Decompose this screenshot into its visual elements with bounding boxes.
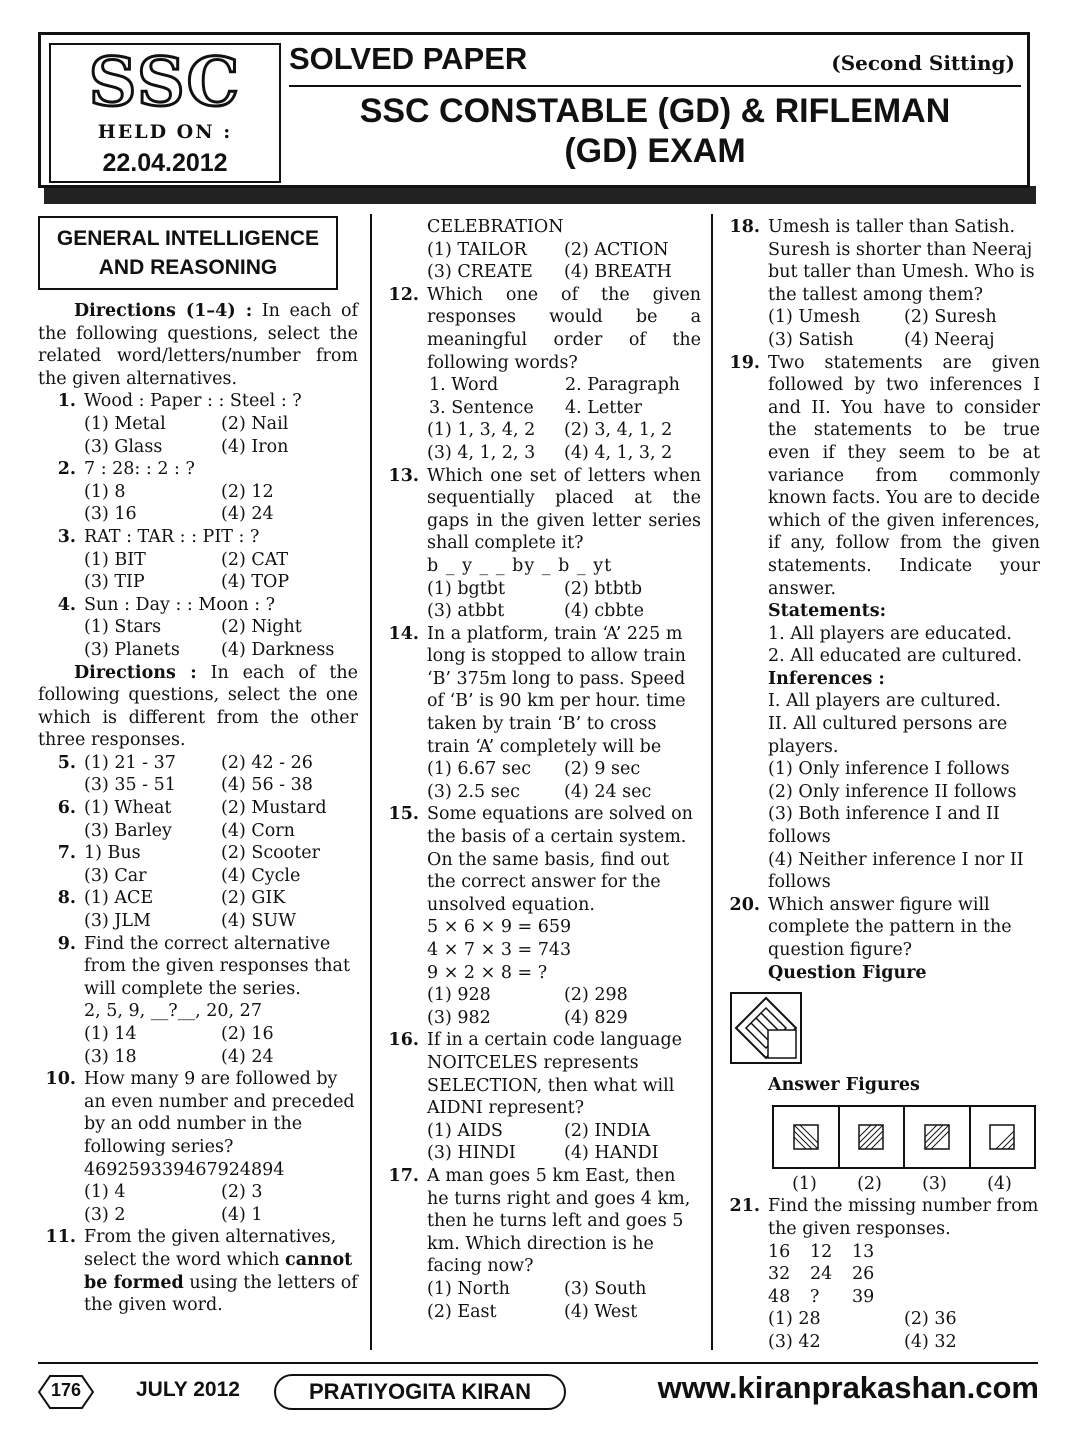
option: (3) Car: [84, 865, 147, 886]
question-number: 16.: [388, 1030, 419, 1051]
grid-cell: 13: [852, 1241, 875, 1262]
question-text: In a platform, train ‘A’ 225 m long is stopped to allow train ‘B’ 375m long to pass. Speed of ‘B’ is 90 km per hour. time taken by train ‘B’ to cross train ‘A’ completely will be: [427, 623, 686, 757]
given-word: CELEBRATION: [427, 217, 564, 237]
question-number: 5.: [57, 752, 76, 773]
letter-series: b _ y _ _ by _ b _ yt: [427, 555, 613, 576]
option: (4) 829: [564, 1007, 628, 1028]
option: (3) atbbt: [427, 601, 505, 622]
option: (4) Neither inference I nor II follows: [768, 849, 1024, 893]
question-11: [38, 1226, 358, 1316]
option: (4) Neeraj: [904, 329, 995, 350]
question-text: Some equations are solved on the basis of a certain system. On the same basis, find out the correct answer for the unsolved equation.: [427, 804, 693, 915]
option: (1) Stars: [84, 617, 162, 638]
page-number-badge: [38, 1375, 94, 1409]
option: (4) 32: [904, 1331, 957, 1352]
question-number: 20.: [729, 894, 760, 915]
answer-figure-label: (3): [922, 1173, 947, 1194]
option: (2) Only inference II follows: [768, 781, 1017, 802]
question-text: If in a certain code language NOITCELES represents SELECTION, then what will AIDNI represent?: [427, 1030, 683, 1119]
question-number: 10.: [45, 1069, 76, 1090]
option: (4) Darkness: [221, 639, 335, 660]
header-banner: [38, 32, 1030, 188]
option: (1) 8: [84, 481, 126, 502]
option: (4) 56 - 38: [221, 775, 313, 796]
sitting-label: (Second Sitting): [831, 51, 1015, 75]
exam-title: [289, 91, 1021, 171]
held-on-label: HELD ON :: [97, 121, 233, 143]
question-5: [38, 752, 358, 797]
option: (4) cbbte: [564, 601, 644, 622]
question-number: 11.: [45, 1227, 76, 1248]
equation: 5 × 6 × 9 = 659: [427, 917, 572, 938]
grid-cell: 32: [768, 1264, 791, 1285]
question-number: 14.: [388, 623, 419, 644]
option: (1) 28: [768, 1309, 821, 1330]
option: (1) 6.67 sec: [427, 759, 532, 780]
directions-1-4: [38, 300, 358, 390]
question-number: 18.: [729, 217, 760, 237]
option: (2) 3: [221, 1182, 263, 1203]
header-shadow: [44, 186, 1036, 204]
answer-figure-1: [774, 1107, 840, 1167]
question-21-options: [722, 1308, 1040, 1353]
option: (2) CAT: [221, 549, 289, 570]
question-text: Find the missing number from the given responses.: [768, 1196, 1039, 1239]
option: (3) Both inference I and II follows: [768, 804, 1000, 848]
title-rule: [289, 85, 1021, 87]
option: (1) Metal: [84, 413, 166, 434]
grid-cell: 16: [768, 1241, 791, 1262]
option: (3) 2.5 sec: [427, 781, 520, 802]
option: (1) Only inference I follows: [768, 759, 1010, 780]
question-1: [38, 390, 358, 458]
answer-figure-4-image: [988, 1123, 1016, 1151]
question-20: [722, 894, 1040, 984]
answer-figure-label: (4): [987, 1173, 1012, 1194]
exam-title-line1: SSC CONSTABLE (GD) & RIFLEMAN: [359, 92, 951, 130]
option: (3) 982: [427, 1007, 491, 1028]
option: (3) 42: [768, 1331, 821, 1352]
question-figure: [730, 992, 802, 1064]
question-number: 12.: [388, 284, 419, 305]
option: (4) HANDI: [564, 1143, 659, 1164]
option: (3) 4, 1, 2, 3: [427, 442, 536, 463]
question-text: Which one set of letters when sequentially placed at the gaps in the given letter series shall complete it?: [427, 465, 701, 554]
question-number: 7.: [57, 843, 76, 864]
directions-text: In each of the following questions, select the related word/letters/number from the given alternatives.: [38, 301, 358, 389]
option: (1) 928: [427, 985, 491, 1006]
question-number: 2.: [57, 459, 76, 480]
question-text: Find the correct alternative from the given responses that will complete the series.: [84, 933, 350, 999]
option: (3) 18: [84, 1046, 137, 1067]
option: (2) 16: [221, 1024, 274, 1044]
option: (2) Suresh: [904, 307, 997, 328]
answer-figure-labels: [772, 1173, 1032, 1196]
option: (2) 298: [564, 985, 628, 1006]
grid-cell: 24: [810, 1264, 833, 1285]
question-11-continued: [381, 216, 701, 284]
answer-figure-3-image: [923, 1123, 951, 1151]
question-text: Which one of the given responses would be a meaningful order of the following words?: [427, 284, 701, 373]
option: (4) SUW: [221, 911, 297, 932]
option: (3) Barley: [84, 820, 172, 841]
grid-cell: ?: [810, 1286, 820, 1307]
section-heading: [38, 216, 338, 290]
grid-cell: 48: [768, 1286, 791, 1307]
exam-title-line2: (GD) EXAM: [564, 132, 746, 170]
question-text: Which answer figure will complete the pattern in the question figure?: [768, 894, 1012, 960]
answer-figure-label: (1): [792, 1173, 817, 1194]
question-18: [722, 216, 1040, 352]
word-item: 3. Sentence: [429, 397, 534, 418]
column-2: [381, 216, 701, 1323]
question-figure-heading: Question Figure: [768, 962, 927, 983]
option: (2) btbtb: [564, 578, 643, 599]
question-text: Sun : Day : : Moon : ?: [84, 594, 276, 615]
number-series: 469259339467924894: [84, 1159, 285, 1180]
option: (3) Planets: [84, 639, 180, 660]
option: (2) Night: [221, 617, 302, 638]
question-21: [722, 1195, 1040, 1240]
directions-label: Directions :: [74, 662, 197, 683]
option: (3) 35 - 51: [84, 775, 176, 796]
answer-figure-label: (2): [857, 1173, 882, 1194]
question-15: [381, 803, 701, 1029]
question-6: [38, 797, 358, 842]
option: (1) bgtbt: [427, 578, 506, 599]
question-10: [38, 1068, 358, 1226]
footer-rule: [38, 1362, 1038, 1364]
question-text: Umesh is taller than Satish. Suresh is shorter than Neeraj but taller than Umesh. Who is the tallest among them?: [768, 217, 1035, 305]
option: (2) East: [427, 1301, 497, 1322]
number-series: 2, 5, 9, __?__, 20, 27: [84, 1001, 262, 1022]
option: (2) 12: [221, 481, 274, 502]
option: (4) BREATH: [564, 262, 672, 283]
option: (4) TOP: [221, 572, 290, 593]
option: (2) Mustard: [221, 798, 327, 819]
option: (2) Scooter: [221, 843, 320, 864]
ssc-badge: [49, 43, 281, 183]
answer-figure-3: [905, 1107, 971, 1167]
question-number: 1.: [57, 391, 76, 412]
inference: I. All players are cultured.: [768, 691, 1001, 712]
option: (1) BIT: [84, 549, 146, 570]
option: (3) CREATE: [427, 262, 533, 283]
directions-label: Directions (1–4) :: [74, 301, 253, 321]
question-text: Wood : Paper : : Steel : ?: [84, 391, 302, 412]
question-text: RAT : TAR : : PIT : ?: [84, 526, 260, 547]
option: (4) Cycle: [221, 865, 301, 886]
option: (4) Iron: [221, 436, 289, 457]
grid-cell: 26: [852, 1264, 875, 1285]
question-text: From the given alternatives, select the word which: [84, 1227, 337, 1270]
ssc-logo: SSC: [88, 43, 242, 121]
footer-date: JULY 2012: [136, 1378, 240, 1401]
inference: II. All cultured persons are players.: [768, 714, 1008, 757]
option: (4) 24: [221, 504, 274, 525]
statement: 2. All educated are cultured.: [768, 646, 1023, 667]
option: (3) Glass: [84, 436, 163, 457]
question-number: 17.: [388, 1165, 419, 1186]
question-7: [38, 842, 358, 887]
question-number: 9.: [57, 933, 76, 954]
option: (1) ACE: [84, 888, 154, 909]
question-text: Two statements are given followed by two inferences I and II. You have to consider the statements to be true even if they seem to be at variance from commonly known facts. You are to decide which of the given inferences, if any, follow from the given statements. Indicate your answer.: [768, 352, 1040, 599]
question-number: 4.: [57, 594, 76, 615]
option: (3) HINDI: [427, 1143, 516, 1164]
question-text: How many 9 are followed by an even number and preceded by an odd number in the following series?: [84, 1069, 355, 1157]
option: (1) AIDS: [427, 1120, 503, 1141]
grid-cell: 12: [810, 1241, 833, 1262]
question-9: [38, 933, 358, 1069]
option: (3) TIP: [84, 572, 145, 593]
option: (1) 14: [84, 1024, 137, 1044]
number-grid: [722, 1241, 1040, 1309]
question-2: [38, 458, 358, 526]
question-3: [38, 526, 358, 594]
option: (1) TAILOR: [427, 239, 527, 260]
option: (1) North: [427, 1278, 510, 1299]
option: (2) INDIA: [564, 1120, 651, 1141]
option: (3) JLM: [84, 911, 151, 932]
word-item: 2. Paragraph: [565, 375, 680, 396]
website-url: www.kiranprakashan.com: [657, 1370, 1039, 1405]
option: (4) 4, 1, 3, 2: [564, 442, 673, 463]
question-text: 7 : 28: : 2 : ?: [84, 459, 195, 480]
question-4: [38, 594, 358, 662]
answer-figure-2: [840, 1107, 906, 1167]
word-item: 4. Letter: [565, 397, 643, 418]
option: (1) Wheat: [84, 798, 172, 819]
option: (2) ACTION: [564, 239, 669, 260]
option: (2) 3, 4, 1, 2: [564, 420, 673, 441]
inferences-heading: Inferences :: [768, 668, 885, 689]
column-1: [38, 216, 358, 1317]
question-17: [381, 1165, 701, 1323]
column-3: [722, 216, 1040, 1354]
option: (2) 9 sec: [564, 759, 641, 780]
directions-text: In each of the following questions, select the one which is different from the other three responses.: [38, 662, 358, 751]
option: (1) 1, 3, 4, 2: [427, 420, 536, 441]
question-figure-image: [732, 994, 800, 1062]
question-8: [38, 887, 358, 932]
section-heading-line2: AND REASONING: [98, 256, 278, 279]
answer-figure-2-image: [857, 1123, 885, 1151]
question-number: 8.: [57, 888, 76, 909]
column-divider: [711, 214, 713, 1350]
option: (4) Corn: [221, 820, 295, 841]
option: (4) West: [564, 1301, 638, 1322]
option: (4) 24 sec: [564, 781, 652, 802]
option: (2) GIK: [221, 888, 286, 909]
option: (3) Satish: [768, 329, 854, 350]
question-19: [722, 352, 1040, 894]
directions-odd-one: [38, 662, 358, 752]
equation: 9 × 2 × 8 = ?: [427, 962, 548, 983]
question-number: 15.: [388, 804, 419, 825]
option: (3) 16: [84, 504, 137, 525]
magazine-name: PRATIYOGITA KIRAN: [274, 1374, 566, 1410]
section-heading-line1: GENERAL INTELLIGENCE: [56, 227, 320, 250]
question-16: [381, 1029, 701, 1165]
question-emphasis: cannot be formed: [84, 1249, 353, 1293]
column-divider: [370, 214, 372, 1350]
question-text: A man goes 5 km East, then he turns right and goes 4 km, then he turns left and goes 5 km. Which direction is he facing now?: [427, 1165, 691, 1277]
question-number: 6.: [57, 798, 76, 819]
answer-figures-heading: Answer Figures: [768, 1075, 920, 1096]
equation: 4 × 7 × 3 = 743: [427, 940, 572, 960]
question-12: [381, 284, 701, 465]
answer-figure-4: [971, 1107, 1035, 1167]
option: (3) 2: [84, 1204, 126, 1225]
option: 1) Bus: [84, 843, 141, 864]
question-number: 3.: [57, 526, 76, 547]
question-13: [381, 465, 701, 623]
page-number: 176: [50, 1380, 82, 1400]
option: (2) Nail: [221, 413, 289, 434]
option: (4) 1: [221, 1204, 263, 1225]
option: (1) 4: [84, 1182, 126, 1203]
option: (4) 24: [221, 1046, 274, 1067]
option: (1) Umesh: [768, 307, 861, 328]
option: (3) South: [564, 1278, 647, 1299]
answer-figures: [772, 1105, 1036, 1169]
word-item: 1. Word: [429, 375, 499, 396]
question-text: using the letters of the given word.: [84, 1272, 358, 1316]
option: (2) 42 - 26: [221, 752, 313, 773]
answer-figure-1-image: [792, 1123, 820, 1151]
held-date: 22.04.2012: [102, 149, 228, 177]
option: (1) 21 - 37: [84, 752, 176, 773]
solved-paper-label: SOLVED PAPER: [289, 41, 528, 76]
statements-heading: Statements:: [768, 601, 887, 622]
option: (2) 36: [904, 1309, 957, 1330]
statement: 1. All players are educated.: [768, 623, 1012, 644]
question-number: 21.: [729, 1196, 760, 1217]
grid-cell: 39: [852, 1286, 875, 1307]
question-number: 13.: [388, 465, 419, 486]
question-number: 19.: [729, 352, 760, 373]
question-14: [381, 623, 701, 804]
